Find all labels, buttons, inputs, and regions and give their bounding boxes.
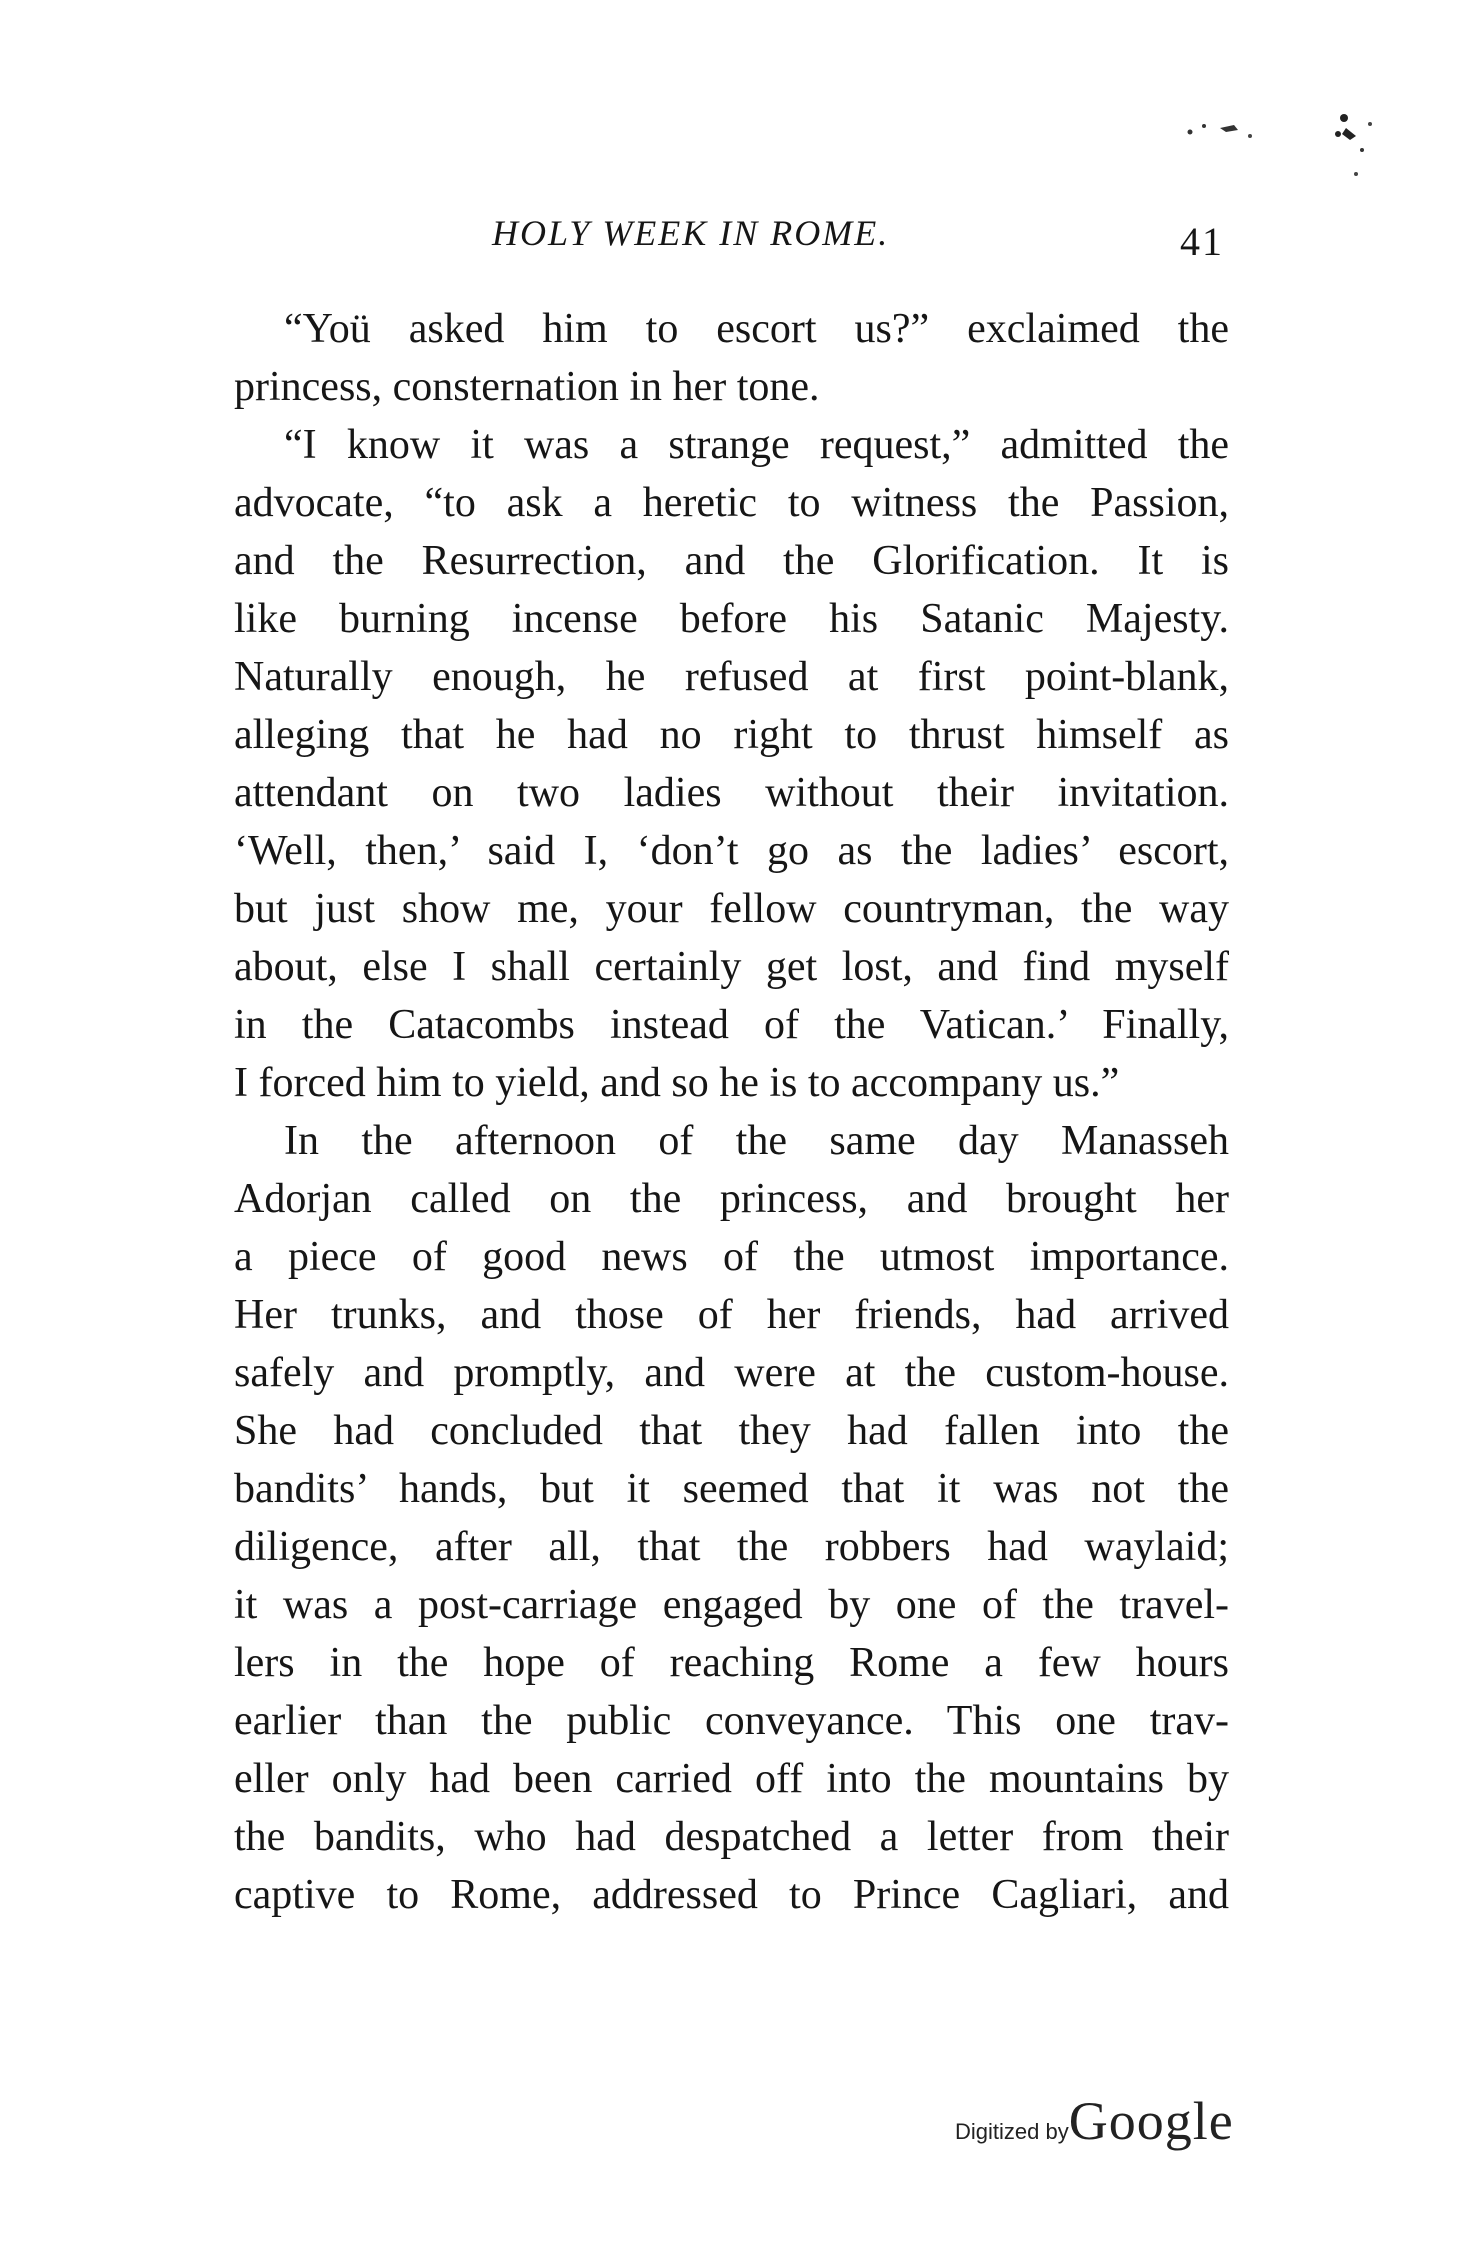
body-text	[234, 300, 1229, 1924]
text-line: In the afternoon of the same day Manasseh	[284, 1118, 1229, 1164]
text-line: but just show me, your fellow countryman, the way	[234, 886, 1229, 932]
text-line: captive to Rome, addressed to Prince Cagliari, and	[234, 1872, 1229, 1918]
text-line: “I know it was a strange request,” admitted the	[284, 422, 1229, 468]
text-line: Her trunks, and those of her friends, had arrived	[234, 1292, 1229, 1338]
text-line: about, else I shall certainly get lost, and find myself	[234, 944, 1229, 990]
text-line: ‘Well, then,’ said I, ‘don’t go as the ladies’ escort,	[234, 828, 1229, 874]
text-line: the bandits, who had despatched a letter from their	[234, 1814, 1229, 1860]
text-line: eller only had been carried off into the mountains by	[234, 1756, 1229, 1802]
running-head-title: HOLY WEEK IN ROME.	[492, 213, 890, 253]
text-line: “Yoü asked him to escort us?” exclaimed the	[284, 306, 1229, 352]
text-line: diligence, after all, that the robbers had waylaid;	[234, 1524, 1229, 1570]
text-line: alleging that he had no right to thrust himself as	[234, 712, 1229, 758]
text-line: princess, consternation in her tone.	[234, 364, 820, 410]
text-line: advocate, “to ask a heretic to witness the Passion,	[234, 480, 1229, 526]
text-line: and the Resurrection, and the Glorification. It is	[234, 538, 1229, 584]
digitized-watermark	[955, 2090, 1234, 2152]
text-line: attendant on two ladies without their invitation.	[234, 770, 1229, 816]
print-specks	[1120, 70, 1400, 200]
text-line: safely and promptly, and were at the custom-house.	[234, 1350, 1229, 1396]
watermark-prefix: Digitized by	[955, 2119, 1069, 2144]
text-line: like burning incense before his Satanic Majesty.	[234, 596, 1229, 642]
text-line: in the Catacombs instead of the Vatican.’ Finally,	[234, 1002, 1229, 1048]
text-line: a piece of good news of the utmost importance.	[234, 1234, 1229, 1280]
text-line: it was a post-carriage engaged by one of the travel-	[234, 1582, 1229, 1628]
text-line: Naturally enough, he refused at first point-blank,	[234, 654, 1229, 700]
text-line: bandits’ hands, but it seemed that it was not the	[234, 1466, 1229, 1512]
watermark-brand: Google	[1068, 2091, 1234, 2151]
page-number: 41	[1180, 219, 1224, 264]
text-line: earlier than the public conveyance. This one trav-	[234, 1698, 1229, 1744]
text-line: I forced him to yield, and so he is to accompany us.”	[234, 1060, 1120, 1106]
text-line: lers in the hope of reaching Rome a few hours	[234, 1640, 1229, 1686]
text-line: She had concluded that they had fallen into the	[234, 1408, 1229, 1454]
text-line: Adorjan called on the princess, and brought her	[234, 1176, 1229, 1222]
